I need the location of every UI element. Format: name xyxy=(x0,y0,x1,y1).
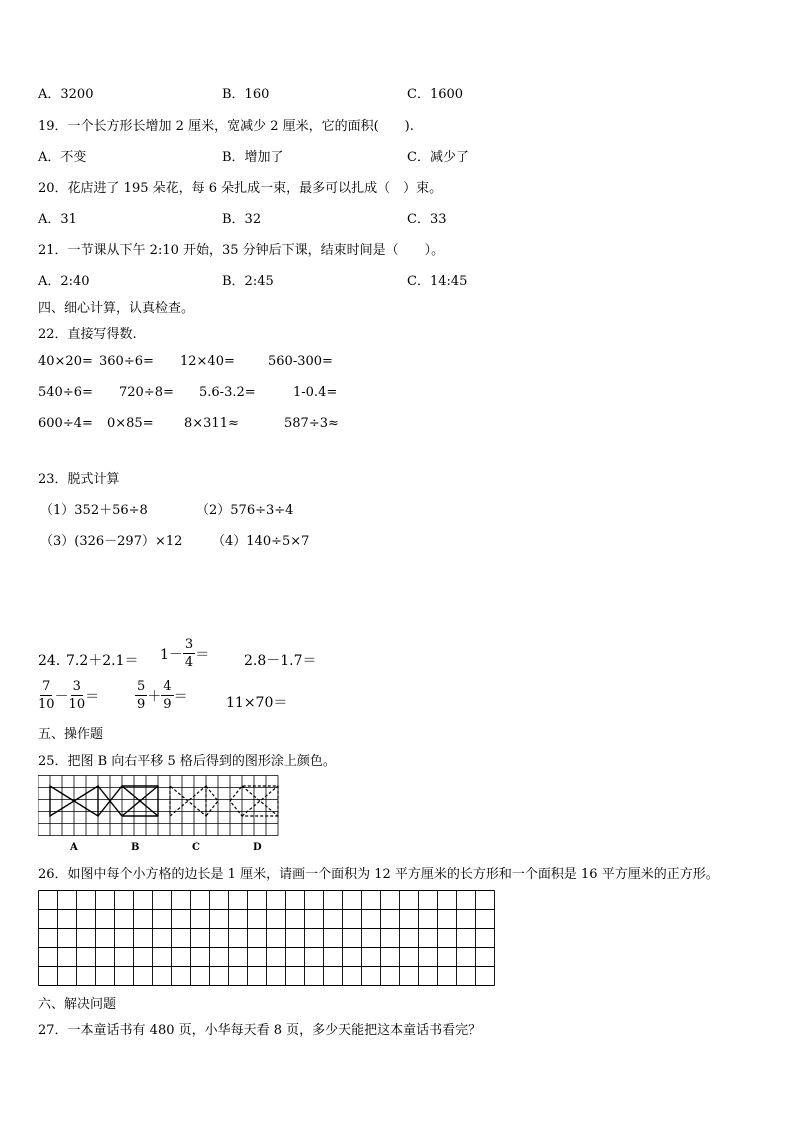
fraction xyxy=(183,638,195,669)
q24-expr-3: 2.8－1.7＝ xyxy=(244,653,317,669)
section-6-heading: 六、解决问题 xyxy=(38,997,117,1012)
q18-option-c: C．1600 xyxy=(407,87,464,102)
q18-option-b: B．160 xyxy=(222,87,270,102)
q19-option-b: B．增加了 xyxy=(222,150,284,165)
q23-item: （1）352＋56÷8 xyxy=(40,503,148,518)
q22-stem: 22．直接写得数. xyxy=(38,327,137,342)
fraction xyxy=(38,680,55,711)
q22-expr: 12×40= xyxy=(180,354,235,369)
q21-stem: 21．一节课从下午 2:10 开始，35 分钟后下课，结束时间是（ ）。 xyxy=(38,243,445,258)
q22-expr: 8×311≈ xyxy=(184,416,239,431)
q22-expr: 587÷3≈ xyxy=(284,416,339,431)
q26-grid xyxy=(38,890,498,990)
q23-item: （3）(326－297）×12 xyxy=(40,534,183,549)
q22-expr: 360÷6= xyxy=(99,354,154,369)
q22-expr: 560-300= xyxy=(268,354,333,369)
q20-stem: 20．花店进了 195 朵花，每 6 朵扎成一束，最多可以扎成（ ）束。 xyxy=(38,181,443,196)
fraction-denominator: 9 xyxy=(137,697,146,712)
q24-expr-4 xyxy=(38,680,99,711)
equals-sign: ＝ xyxy=(85,688,100,705)
plus-sign: ＋ xyxy=(147,688,162,705)
q22-expr: 1-0.4= xyxy=(293,385,338,400)
q22-expr: 5.6-3.2= xyxy=(199,385,256,400)
q22-expr: 0×85= xyxy=(107,416,154,431)
q23-item: （4）140÷5×7 xyxy=(212,534,310,549)
q27-stem: 27．一本童话书有 480 页，小华每天看 8 页，多少天能把这本童话书看完？ xyxy=(38,1023,482,1038)
minus-sign: － xyxy=(54,688,69,705)
fraction-numerator: 3 xyxy=(72,679,81,694)
q25-label-b: B xyxy=(131,842,140,853)
q20-option-b: B．32 xyxy=(222,212,262,227)
q21-option-a: A．2:40 xyxy=(38,274,90,289)
q22-expr: 40×20= xyxy=(38,354,93,369)
q19-option-c: C．减少了 xyxy=(407,150,469,165)
q22-expr: 600÷4= xyxy=(38,416,93,431)
fraction-denominator: 9 xyxy=(163,697,172,712)
fraction-denominator: 10 xyxy=(68,697,86,712)
section-5-heading: 五、操作题 xyxy=(38,727,104,742)
q25-grid-figure xyxy=(38,775,288,841)
q24-expr-1: 7.2＋2.1＝ xyxy=(66,653,139,669)
q21-option-b: B．2:45 xyxy=(222,274,274,289)
q24-prefix: 24． xyxy=(38,653,70,669)
q23-item: （2）576÷3÷4 xyxy=(196,503,294,518)
q25-label-a: A xyxy=(70,842,78,853)
q21-option-c: C．14:45 xyxy=(407,274,468,289)
fraction-denominator: 10 xyxy=(38,697,55,712)
equals-sign: ＝ xyxy=(173,688,188,705)
q25-label-d: D xyxy=(253,842,262,853)
q26-grid-lines xyxy=(39,891,495,986)
q22-expr: 540÷6= xyxy=(38,385,93,400)
q26-stem: 26．如图中每个小方格的边长是 1 厘米，请画一个面积为 12 平方厘米的长方形和一个面积是 16 平方厘米的正方形。 xyxy=(38,867,719,882)
q20-option-a: A．31 xyxy=(38,212,77,227)
q25-label-c: C xyxy=(192,842,200,853)
fraction xyxy=(161,680,173,711)
fraction-denominator: 4 xyxy=(184,655,194,670)
q18-option-a: A．3200 xyxy=(38,87,94,102)
q23-stem: 23．脱式计算 xyxy=(38,472,120,487)
q22-expr: 720÷8= xyxy=(119,385,174,400)
q24-expr-6: 11×70＝ xyxy=(226,695,288,711)
q19-stem: 19．一个长方形长增加 2 厘米，宽减少 2 厘米，它的面积( ). xyxy=(38,119,414,134)
fraction-numerator: 4 xyxy=(163,679,172,694)
fraction xyxy=(135,680,147,711)
fraction-numerator: 5 xyxy=(137,679,146,694)
fraction xyxy=(69,680,86,711)
section-4-heading: 四、细心计算，认真检查。 xyxy=(38,301,195,316)
q24-expr-2-equals: ＝ xyxy=(195,646,210,663)
q25-stem: 25．把图 B 向右平移 5 格后得到的图形涂上颜色。 xyxy=(38,754,336,769)
q24-expr-2 xyxy=(160,638,209,669)
fraction-numerator: 7 xyxy=(42,679,51,694)
q24-expr-2-whole: 1－ xyxy=(160,646,183,663)
q19-option-a: A．不变 xyxy=(38,150,87,165)
q24-expr-5 xyxy=(135,680,188,711)
q20-option-c: C．33 xyxy=(407,212,447,227)
fraction-numerator: 3 xyxy=(184,637,194,652)
